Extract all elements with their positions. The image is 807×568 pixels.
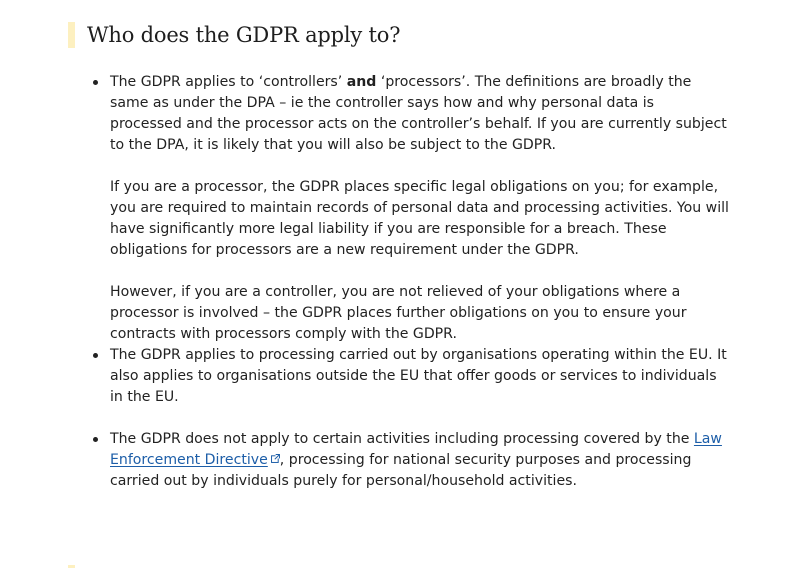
- paragraph: However, if you are a controller, you are not relieved of your obligations where a processor is involved – the GDPR places further obligations on you to ensure your contracts with processors comply with the GDPR.: [110, 284, 687, 342]
- external-link-icon: [271, 454, 280, 463]
- list-item: [110, 429, 730, 492]
- bullet-list: [110, 72, 730, 492]
- text-span: The GDPR applies to ‘controllers’: [110, 74, 347, 90]
- text-span: The GDPR does not apply to certain activities including processing covered by the: [110, 431, 694, 447]
- bold-text: and: [346, 74, 377, 90]
- paragraph: [110, 429, 730, 492]
- text-span: ‘processors’. The definitions are broadly the same as under the DPA – ie the controller says how and why personal data is processed and the processor acts on the controller’s behalf. If you are currently subject to the DPA, it is likely that you will also be subject to the GDPR.: [110, 74, 727, 153]
- paragraph: [110, 72, 730, 156]
- paragraph: The GDPR applies to processing carried out by organisations operating within the EU. It also applies to organisations outside the EU that offer goods or services to individuals in the EU.: [110, 347, 727, 405]
- link-label: Law Enforcement Directive: [110, 431, 722, 468]
- list-item: [110, 345, 730, 408]
- text-span: , processing for national security purposes and processing carried out by individuals purely for personal/household activities.: [110, 452, 692, 489]
- section-heading: [68, 22, 400, 48]
- heading-accent-bar: [68, 22, 75, 48]
- page-title: Who does the GDPR apply to?: [87, 23, 401, 47]
- list-item: [110, 72, 730, 345]
- paragraph: If you are a processor, the GDPR places specific legal obligations on you; for example, you are required to maintain records of personal data and processing activities. You will have significantly more legal liability if you are responsible for a breach. These obligations for processors are a new requirement under the GDPR.: [110, 179, 729, 258]
